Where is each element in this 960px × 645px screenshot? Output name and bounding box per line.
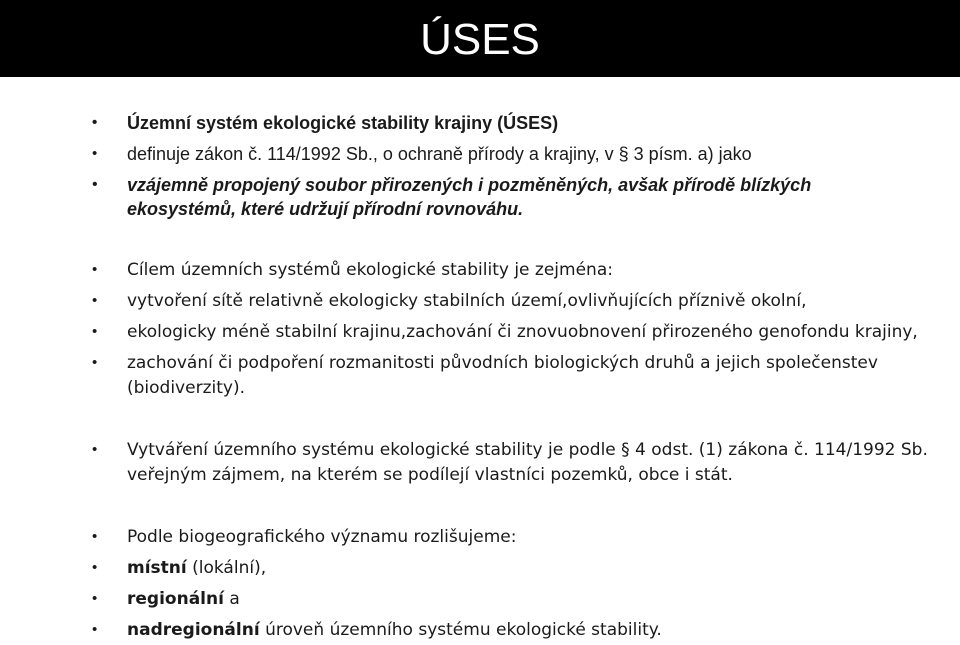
bullet-definition-text: • vzájemně propojený soubor přirozených i pozměněných, avšak přírodě blízkých [127, 170, 947, 200]
level-regional-term: regionální [127, 589, 224, 609]
public-interest-continued: veřejným zájmem, na kterém se podílejí vlastníci pozemků, obce i stát. [127, 465, 733, 485]
bullet-law-definition: • definuje zákon č. 114/1992 Sb., o ochraně přírody a krajiny, v § 3 písm. a) jako [127, 139, 947, 169]
bullet-level-supraregional [127, 615, 947, 645]
level-regional-rest: a [223, 589, 240, 609]
bullet-uses-name: • Územní systém ekologické stability krajiny (ÚSES) [127, 108, 947, 138]
bullet-level-local [127, 553, 947, 583]
bullet-aim-network: • vytvoření sítě relativně ekologicky stabilních území,ovlivňujících příznivě okolní, [127, 286, 947, 316]
level-local-term: místní [127, 558, 187, 578]
level-supra-rest: úroveň územního systému ekologické stability. [259, 620, 662, 640]
bullet-aim-biodiversity: • zachování či podpoření rozmanitosti původních biologických druhů a jejich společenstev [127, 348, 947, 378]
bullet-aims-heading: • Cílem územních systémů ekologické stability je zejména: [127, 255, 947, 285]
level-local-rest: (lokální), [186, 558, 267, 578]
level-supra-term: nadregionální [127, 620, 260, 640]
aim-biodiversity-continued: (biodiverzity). [127, 378, 245, 398]
slide-title: ÚSES [420, 15, 540, 64]
definition-text-continued: ekosystémů, které udržují přírodní rovnováhu. [127, 199, 524, 219]
bullet-public-interest: • Vytváření územního systému ekologické stability je podle § 4 odst. (1) zákona č. 114/1992 Sb. [127, 435, 947, 465]
bullet-level-regional [127, 584, 947, 614]
bullet-levels-heading: • Podle biogeografického významu rozlišujeme: [127, 522, 947, 552]
bullet-aim-genofond: • ekologicky méně stabilní krajinu,zachování či znovuobnovení přirozeného genofondu krajiny, [127, 317, 947, 347]
